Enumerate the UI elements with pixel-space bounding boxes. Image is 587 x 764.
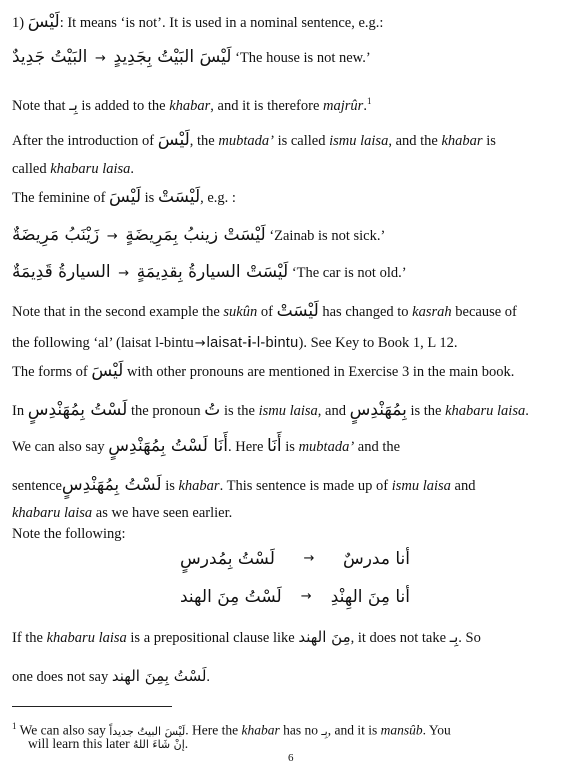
note-text: , and it is therefore [210, 97, 320, 114]
pair-row [180, 586, 410, 608]
arabic-phrase: إنْ شَاءَ اللهُ [132, 738, 185, 751]
term-khabaru-laisa: khabaru laisa [50, 161, 131, 177]
arabic-word: بِمُهَنْدِسٍ [349, 400, 407, 420]
text: , and it is [327, 722, 378, 738]
text: the following ‘al’ (laisat l-bintu [12, 335, 194, 351]
text: sentence [12, 478, 62, 494]
text: of [260, 304, 273, 320]
arabic-phrase: لَسْتُ بِمُهَنْدِسٍ [27, 400, 128, 420]
text: We can also say [12, 439, 105, 455]
example-from: السيارةُ قَدِيمَةٌ [12, 262, 111, 282]
term-khabar: khabar [241, 722, 280, 738]
arrow-icon: → [94, 51, 106, 66]
example-zainab [12, 225, 577, 247]
text: , e.g. : [200, 190, 236, 206]
translit-bold-i: i [247, 335, 252, 351]
text: , and [317, 403, 346, 419]
term-kasrah: kasrah [412, 304, 452, 320]
term-khabaru-laisa: khabaru laisa [445, 403, 526, 419]
footnote-line2 [28, 734, 577, 755]
pair-from: أنا مدرسٌ [342, 549, 410, 569]
text: . This sentence is made up of [219, 478, 389, 494]
text: and [454, 478, 476, 494]
text: If the [12, 630, 43, 646]
sukun-line2 [12, 333, 577, 354]
in-example-line [12, 400, 577, 421]
arabic-phrase: لَسْتُ بِمُهَنْدِسٍ [61, 475, 162, 495]
text: . [525, 403, 529, 419]
text: called [12, 161, 47, 177]
sukun-line1 [12, 301, 577, 322]
term-ismu-laisa: ismu laisa [258, 403, 318, 419]
footnote-ref: 1 [366, 96, 372, 106]
example-to: لَيْسَتْ زينبُ بِمَرِيضَةٍ [125, 225, 266, 245]
arabic-bi: بِـ [69, 95, 78, 114]
arabic-laisat: لَيْسَتْ [276, 301, 319, 321]
text: We can also say [19, 722, 106, 738]
arabic-laisa: لَيْسَ [91, 361, 124, 381]
after-intro-line1 [12, 130, 577, 151]
arrow-icon: → [300, 589, 312, 604]
note-text: is added to the [81, 97, 166, 114]
footnote-rule [12, 706, 172, 707]
term-khabar: khabar [441, 133, 483, 149]
pair-to: لَسْتُ مِنَ الهند [180, 587, 282, 607]
if-line1 [12, 627, 577, 648]
pair-from: أنا مِنَ الهِنْدِ [330, 587, 410, 607]
text: is [486, 133, 496, 149]
text: because of [455, 304, 517, 320]
term-majrur: majrûr [323, 97, 364, 114]
arrow-icon: → [194, 336, 206, 351]
text: . You [422, 722, 451, 738]
example-car [12, 262, 577, 284]
text: . [130, 161, 135, 177]
arabic-phrase: مِنَ الهند [298, 628, 351, 646]
page-number: 6 [288, 752, 294, 764]
text: is [144, 190, 155, 206]
text: with other pronouns are mentioned in Exercise 3 in the main book. [126, 364, 515, 380]
say-line [12, 436, 577, 457]
note-following: Note the following: [12, 526, 126, 542]
example-house [12, 47, 577, 69]
after-intro-line2 [12, 159, 577, 179]
example-from: البَيْتُ جَدِيدٌ [12, 47, 88, 67]
arabic-laisat: لَيْسَتْ [157, 187, 201, 207]
text: . [184, 736, 189, 751]
pair-row [180, 548, 410, 570]
text: After the introduction of [12, 133, 155, 149]
text: the pronoun [131, 403, 201, 419]
footnote-mark: 1 [12, 721, 17, 731]
example-to: لَيْسَ البَيْتُ بِجَدِيدٍ [113, 47, 232, 67]
translit: laisat- [206, 335, 248, 351]
text: Note that in the second example the [12, 304, 220, 320]
text: is the [410, 403, 442, 419]
text: as we have seen earlier. [95, 505, 233, 521]
sentence-line2 [12, 503, 577, 523]
term-mubtada: mubtada’ [298, 439, 355, 455]
text: is [165, 478, 175, 494]
pair-to: لَسْتُ بِمُدرسٍ [180, 549, 275, 569]
term-khabaru-laisa: khabaru laisa [12, 505, 93, 521]
term-khabaru-laisa: khabaru laisa [46, 630, 127, 646]
text: ). See Key to Book 1, L 12. [298, 335, 458, 351]
sentence-line1 [12, 475, 577, 496]
arabic-laisa: لَيْسَ [27, 12, 60, 32]
term-khabar: khabar [169, 97, 211, 114]
forms-line [12, 361, 577, 382]
text: , the [189, 133, 215, 149]
term-mubtada: mubtada’ [218, 133, 274, 149]
text: has no [283, 722, 319, 738]
arabic-bi: بِـ [321, 724, 328, 738]
text: and the [357, 439, 401, 455]
text: has changed to [322, 304, 409, 320]
text: The forms of [12, 364, 88, 380]
item-number: 1) [12, 15, 25, 31]
note-majrur [12, 91, 577, 116]
text: , and the [388, 133, 438, 149]
note-text: Note that [12, 97, 66, 114]
arabic-phrase: لَسْتُ بِمِنَ الهند [111, 667, 207, 685]
text: is [285, 439, 295, 455]
definition-text: : It means ‘is not’. It is used in a nominal sentence, e.g.: [59, 15, 384, 31]
term-sukun: sukûn [223, 304, 258, 320]
text: . [206, 669, 211, 685]
definition-line [12, 12, 577, 33]
example-gloss: ‘Zainab is not sick.’ [269, 228, 386, 244]
arabic-ana: أَنَا [267, 436, 282, 456]
example-gloss: ‘The house is not new.’ [235, 50, 371, 66]
term-ismu-laisa: ismu laisa [391, 478, 451, 494]
text: . Here the [185, 722, 239, 738]
term-ismu-laisa: ismu laisa [329, 133, 389, 149]
text: is called [277, 133, 326, 149]
example-to: لَيْسَتْ السيارةُ بِقدِيمَةٍ [136, 262, 289, 282]
text: will learn this later [28, 736, 130, 751]
text: . So [458, 630, 481, 646]
text: , it does not take [350, 630, 447, 646]
arabic-bi: بِـ [449, 628, 459, 646]
text: is a prepositional clause like [130, 630, 295, 646]
text: In [12, 403, 25, 419]
term-khabar: khabar [178, 478, 220, 494]
arrow-icon: → [118, 266, 130, 281]
text: The feminine of [12, 190, 106, 206]
text: one does not say [12, 669, 109, 685]
arabic-phrase: أَنَا لَسْتُ بِمُهَنْدِسٍ [108, 436, 228, 456]
arrow-icon: → [303, 551, 315, 566]
arabic-pronoun: تُ [204, 400, 221, 420]
arabic-laisa: لَيْسَ [157, 130, 190, 150]
text: . Here [227, 439, 264, 455]
arrow-icon: → [106, 229, 118, 244]
translit: -l-bintu [251, 335, 299, 351]
arabic-laisa: لَيْسَ [109, 187, 142, 207]
if-line2 [12, 666, 577, 687]
term-mansub: mansûb [380, 722, 423, 738]
example-from: زَيْنَبُ مَرِيضَةٌ [12, 225, 100, 245]
arabic-phrase: لَيْسَ البيتُ جديداً [109, 724, 186, 738]
period: . [363, 97, 367, 114]
feminine-line [12, 187, 577, 208]
text: is the [223, 403, 255, 419]
example-gloss: ‘The car is not old.’ [291, 265, 407, 281]
